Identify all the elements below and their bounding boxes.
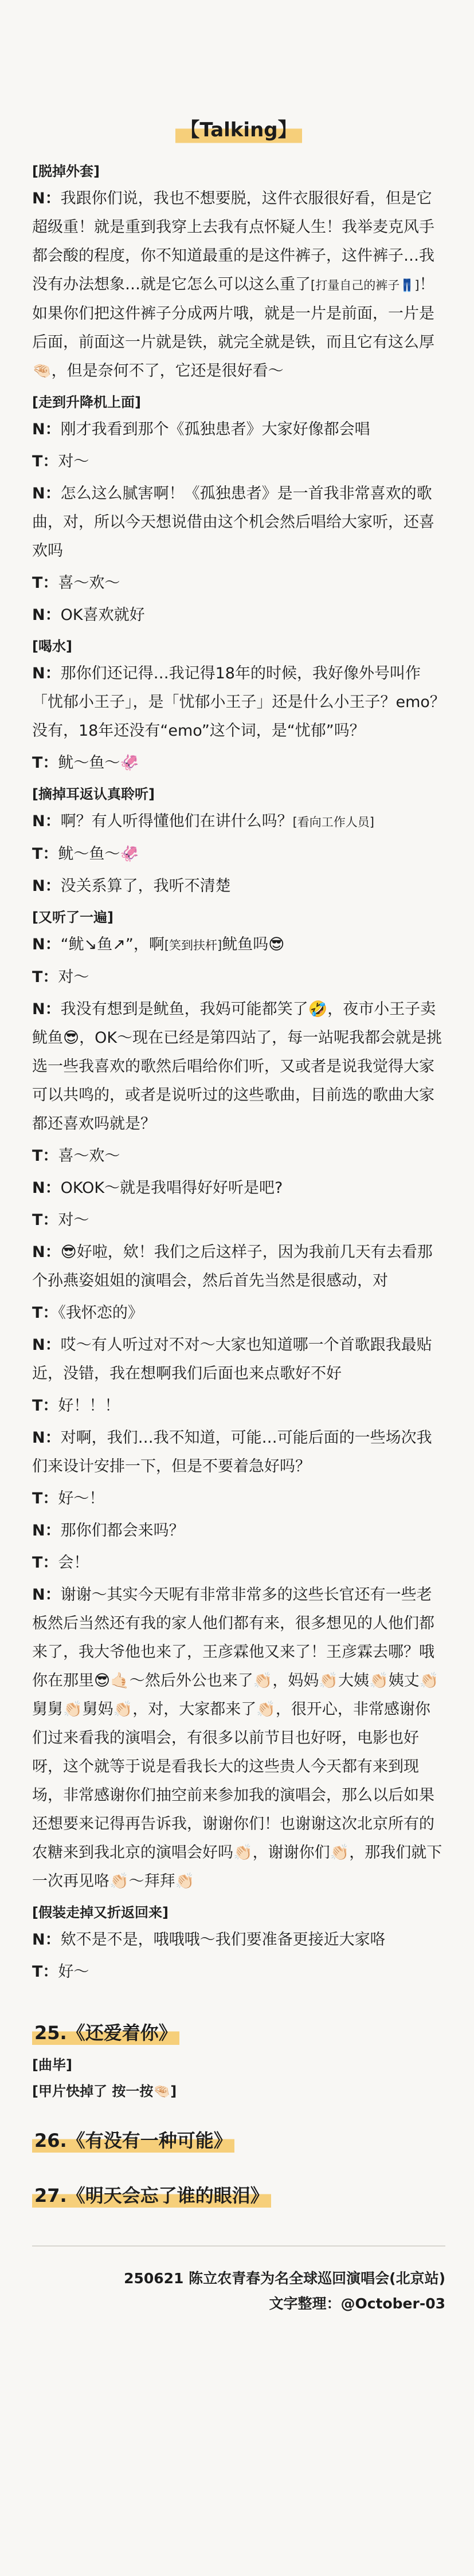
dialogue-line	[32, 995, 445, 1138]
dialogue-line	[32, 1958, 445, 1986]
song-stage-note: [曲毕]	[32, 2057, 72, 2073]
dialogue-line	[32, 1331, 445, 1388]
song-spacer	[32, 2104, 445, 2126]
song-entry	[32, 2181, 445, 2210]
stage-direction-tag: [摘掉耳返认真聆听]	[32, 786, 155, 802]
speaker-label: T：	[32, 845, 58, 863]
page-title: 【Talking】	[175, 115, 301, 146]
stage-direction-tag: [喝水]	[32, 638, 72, 654]
speaker-label: N：	[32, 485, 61, 502]
dialogue-line	[32, 872, 445, 901]
speaker-label: T：	[32, 1211, 58, 1229]
speaker-label: N：	[32, 1522, 61, 1540]
dialogue-line	[32, 1206, 445, 1235]
dialogue-line	[32, 807, 445, 837]
dialogue-text: 那你们都会来吗？	[60, 1522, 185, 1540]
section-block	[32, 633, 445, 777]
dialogue-text: 《我怀恋的》	[58, 1304, 143, 1322]
inline-stage-note: [打量自己的裤子👖]	[311, 278, 420, 292]
dialogue-text: 喜～欢～	[58, 574, 120, 592]
speaker-label: T：	[32, 968, 58, 986]
footer-credit: 文字整理：@October-03	[269, 2295, 445, 2312]
dialogue-line	[32, 569, 445, 598]
dialogue-text: 鱿～鱼～🦑	[58, 754, 140, 772]
dialogue-line	[32, 1174, 445, 1203]
dialogue-text: 好！！！	[58, 1397, 120, 1415]
dialogue-line	[32, 1926, 445, 1954]
dialogue-text: 鱿～鱼～🦑	[58, 845, 140, 863]
dialogue-line	[32, 659, 445, 745]
dialogue-text: 啊？有人听得懂他们在讲什么吗？	[60, 812, 293, 830]
dialogue-line	[32, 480, 445, 566]
dialogue-line	[32, 447, 445, 476]
speaker-label: T：	[32, 453, 58, 470]
dialogue-text: ！如果你们把这件裤子分成两片哦，就是一片是前面，一片是后面，前面这一片就是铁，就完全就是铁，而且它有这么厚🤏🏻，但是奈何不了，它还是很好看～	[32, 276, 435, 380]
stage-direction-tag: [走到升降机上面]	[32, 394, 141, 410]
dialogue-line	[32, 1485, 445, 1513]
speaker-label: N：	[32, 936, 61, 953]
speaker-label: N：	[32, 1336, 61, 1354]
dialogue-text: 对～	[58, 1211, 89, 1229]
song-stage-note: [甲片快掉了 按一按🤏🏻]	[32, 2083, 177, 2099]
speaker-label: T：	[32, 1963, 58, 1981]
section-block	[32, 389, 445, 630]
dialogue-text: 欸不是不是，哦哦哦～我们要准备更接近大家咯	[60, 1931, 386, 1949]
dialogue-line	[32, 1549, 445, 1577]
dialogue-text: OKOK～就是我唱得好好听是吧?	[60, 1179, 283, 1197]
dialogue-text: 对～	[58, 968, 89, 986]
dialogue-line	[32, 1392, 445, 1420]
dialogue-text: “鱿↘鱼↗”，啊	[60, 936, 164, 953]
speaker-label: N：	[32, 1586, 61, 1604]
dialogue-line	[32, 963, 445, 992]
dialogue-line	[32, 1142, 445, 1171]
dialogue-text: 哎～有人听过对不对～大家也知道哪一个首歌跟我最贴近，没错，我在想啊我们后面也来点歌好不好	[32, 1336, 432, 1383]
dialogue-text: 没关系算了，我听不清楚	[60, 877, 231, 895]
speaker-label: N：	[32, 606, 61, 624]
dialogue-line	[32, 1424, 445, 1481]
dialogue-line	[32, 1581, 445, 1896]
dialogue-text: 我跟你们说，我也不想要脱，这件衣服很好看，但是它超级重！就是重到我穿上去我有点怀疑人生！我举麦克风手都会酸的程度，你不知道最重的是这件裤子，这件裤子…我没有办法想象…就是它怎么可以这么重了	[32, 190, 434, 293]
section-block	[32, 158, 445, 386]
song-entry	[32, 2019, 445, 2047]
speaker-label: N：	[32, 1179, 61, 1197]
speaker-label: T：	[32, 1304, 58, 1322]
dialogue-line	[32, 1517, 445, 1545]
dialogue-text: 那你们还记得…我记得18年的时候，我好像外号叫作「忧郁小王子」，是「忧郁小王子」还是什么小王子？emo？没有，18年还没有“emo”这个词，是“忧郁”吗？	[32, 665, 445, 740]
song-list	[32, 1990, 445, 2210]
dialogue-text: 怎么这么腻害啊！《孤独患者》是一首我非常喜欢的歌曲，对，所以今天想说借由这个机会然后唱给大家听，还喜欢吗	[32, 485, 434, 560]
footer-event: 250621 陈立农青春为名全球巡回演唱会(北京站)	[124, 2270, 445, 2287]
dialogue-text: 会！	[58, 1554, 89, 1572]
song-spacer	[32, 1990, 445, 2019]
speaker-label: T：	[32, 574, 58, 592]
dialogue-text: 鱿鱼吗😎	[222, 936, 285, 953]
dialogue-line	[32, 1238, 445, 1295]
dialogue-line	[32, 840, 445, 869]
section-block	[32, 781, 445, 901]
dialogue-text: 喜～欢～	[58, 1147, 120, 1165]
dialogue-text: 对啊，我们…我不知道，可能…可能后面的一些场次我们来设计安排一下，但是不要着急好吗？	[32, 1429, 432, 1475]
dialogue-text: 谢谢～其实今天呢有非常非常多的这些长官还有一些老板然后当然还有我的家人他们都有来，很多想见的人他们都来了，我大爷他也来了，王彦霖他又来了！王彦霖去哪？哦你在那里😎🤙🏻～然后外公也来了👏🏻，妈妈👏🏻大姨👏🏻姨丈👏🏻舅舅👏🏻舅妈👏🏻，对，大家都来了👏🏻，很开心，非常感谢你们过来看我的演唱会，有很多以前节目也好呀，电影也好呀，这个就等于说是看我长大的这些贵人今天都有来到现场，非常感谢你们抽空前来参加我的演唱会，那么以后如果还想要来记得再告诉我，谢谢你们！也谢谢这次北京所有的农糖来到我北京的演唱会好吗👏🏻，谢谢你们👏🏻，那我们就下一次再见咯👏🏻～拜拜👏🏻	[32, 1586, 442, 1890]
speaker-label: N：	[32, 1931, 61, 1949]
section-block	[32, 904, 445, 1896]
speaker-label: N：	[32, 1000, 61, 1018]
dialogue-line	[32, 930, 445, 960]
speaker-label: T：	[32, 1147, 58, 1165]
speaker-label: N：	[32, 665, 61, 682]
inline-stage-note: [笑到扶杆]	[164, 938, 222, 952]
song-entry	[32, 2126, 445, 2155]
song-title: 26.《有没有一种可能》	[32, 2126, 234, 2155]
dialogue-line	[32, 601, 445, 630]
dialogue-text: 我没有想到是鱿鱼，我妈可能都笑了🤣，夜市小王子卖鱿鱼😎，OK～现在已经是第四站了，每一站呢我都会就是挑选一些我喜欢的歌然后唱给你们听，又或者是说我觉得大家可以共鸣的，或者是说听过的这些歌曲，目前选的歌曲大家都还喜欢吗就是？	[32, 1000, 442, 1133]
footer-divider	[32, 2245, 445, 2247]
speaker-label: T：	[32, 1490, 58, 1507]
speaker-label: T：	[32, 1554, 58, 1572]
speaker-label: N：	[32, 1243, 61, 1261]
song-spacer	[32, 2159, 445, 2181]
dialogue-text: 😎好啦，欸！我们之后这样子，因为我前几天有去看那个孙燕姿姐姐的演唱会，然后首先当然是很感动，对	[32, 1243, 433, 1290]
dialogue-text: OK喜欢就好	[60, 606, 145, 624]
speaker-label: N：	[32, 421, 61, 438]
title-wrap	[32, 115, 445, 146]
speaker-label: N：	[32, 190, 61, 207]
speaker-label: T：	[32, 1397, 58, 1415]
dialogue-text: 好～！	[58, 1490, 105, 1507]
dialogue-line	[32, 749, 445, 777]
speaker-label: N：	[32, 812, 61, 830]
dialogue-text: 好～	[58, 1963, 89, 1981]
section-block	[32, 1899, 445, 1986]
talking-sections	[32, 158, 445, 1986]
song-title: 27.《明天会忘了谁的眼泪》	[32, 2181, 271, 2210]
stage-direction-tag: [又听了一遍]	[32, 909, 113, 925]
stage-direction-tag: [假装走掉又折返回来]	[32, 1904, 169, 1921]
dialogue-line	[32, 1299, 445, 1328]
stage-direction-tag: [脱掉外套]	[32, 163, 100, 179]
inline-stage-note: [看向工作人员]	[292, 815, 374, 829]
dialogue-line	[32, 184, 445, 386]
song-title: 25.《还爱着你》	[32, 2019, 179, 2047]
speaker-label: N：	[32, 877, 61, 895]
dialogue-text: 刚才我看到那个《孤独患者》大家好像都会唱	[60, 421, 370, 438]
speaker-label: N：	[32, 1429, 61, 1447]
speaker-label: T：	[32, 754, 58, 772]
dialogue-text: 对～	[58, 453, 89, 470]
dialogue-line	[32, 415, 445, 444]
